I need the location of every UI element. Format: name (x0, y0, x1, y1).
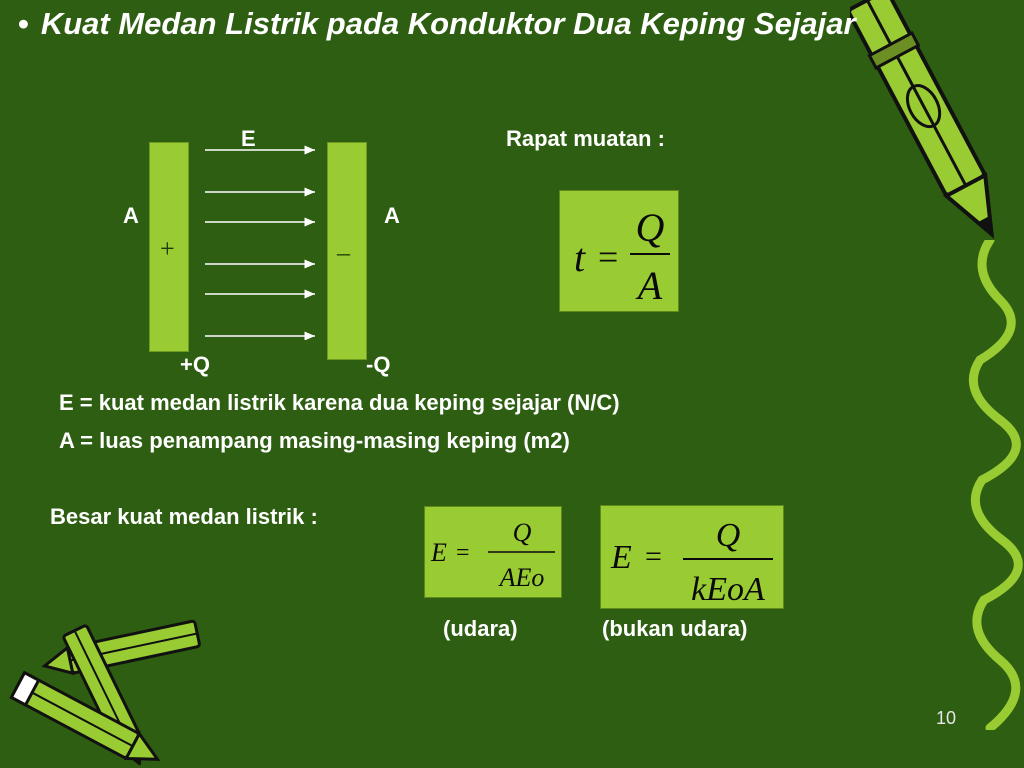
crossed-pencils-icon (0, 615, 210, 765)
area-label-left: A (123, 203, 139, 228)
slide-title (18, 4, 978, 44)
density-lhs: t (574, 235, 586, 280)
caption-medium: (bukan udara) (602, 616, 748, 641)
density-equals: = (598, 237, 619, 277)
charge-label-right: -Q (366, 352, 391, 377)
squiggle-line-icon (960, 240, 1024, 730)
density-formula (559, 190, 679, 312)
formula-air-equals: = (456, 540, 470, 566)
density-numerator: Q (635, 205, 665, 250)
density-label: Rapat muatan : (506, 126, 665, 151)
field-label: E (241, 126, 256, 151)
formula-medium-equals: = (645, 540, 662, 573)
formula-air-denominator: AEo (499, 563, 545, 592)
caption-air: (udara) (443, 616, 518, 641)
formula-medium-lhs: E (611, 539, 632, 576)
density-denominator: A (637, 263, 663, 308)
charge-label-left: +Q (180, 352, 210, 377)
field-strength-label: Besar kuat medan listrik : (50, 504, 318, 529)
formula-air-lhs: E (431, 538, 447, 567)
definition-a: A = luas penampang masing-masing keping (m2) (59, 428, 570, 453)
formula-air-numerator: Q (512, 518, 532, 547)
definition-e: E = kuat medan listrik karena dua keping sejajar (N/C) (59, 390, 620, 415)
page-number: 10 (935, 708, 956, 728)
formula-medium-numerator: Q (715, 517, 741, 554)
minus-sign: – (337, 238, 350, 267)
title-text: Kuat Medan Listrik pada Konduktor Dua Keping Sejajar (40, 6, 856, 41)
area-label-right: A (384, 203, 400, 228)
formula-medium (600, 505, 784, 609)
plus-sign: + (160, 234, 175, 263)
formula-air (424, 506, 562, 598)
title-bullet: • (18, 6, 29, 41)
field-lines (195, 140, 325, 340)
formula-medium-denominator: kEoA (691, 571, 765, 608)
